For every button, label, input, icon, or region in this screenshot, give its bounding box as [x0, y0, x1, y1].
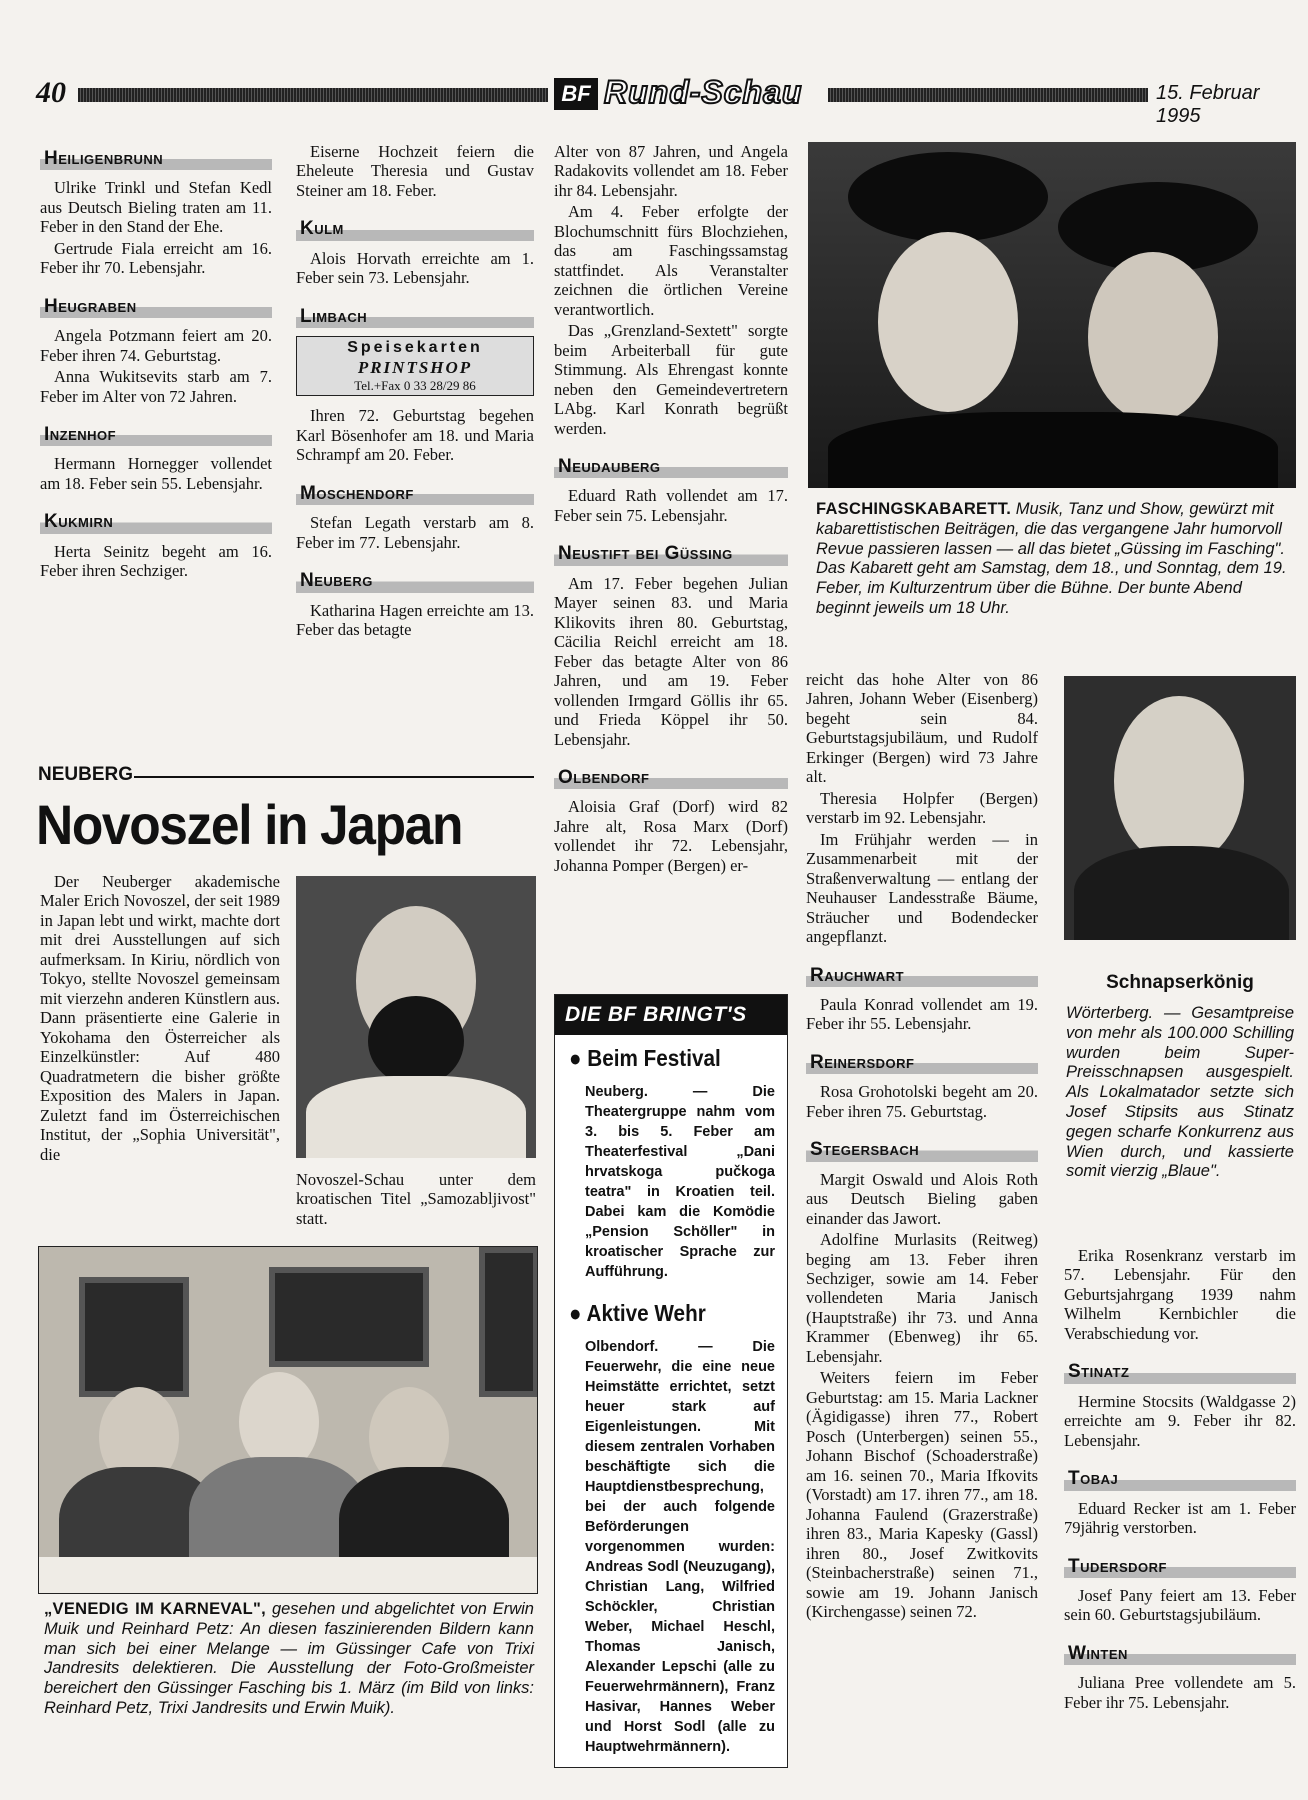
- column-5: [1064, 1246, 1296, 1714]
- paragraph: Am 4. Feber erfolgte der Blochumschnitt fürs Blochziehen, das am Faschingssamstag stattfindet. Als Veranstalter zeichnen die örtlichen Vereine verantwortlich.: [554, 202, 788, 319]
- kicker-rule: [134, 776, 534, 778]
- heading-winten: Winten: [1064, 1641, 1296, 1665]
- heading-neuberg: Neuberg: [296, 568, 534, 592]
- bullet-icon: ●: [569, 1045, 582, 1071]
- masthead: [36, 74, 1298, 127]
- heading-tobaj: Tobaj: [1064, 1466, 1296, 1490]
- heading-heugraben: Heugraben: [40, 294, 272, 318]
- bringts-item-1-title: [569, 1045, 754, 1072]
- novoszel-beard: [368, 996, 464, 1086]
- heading-inzenhof: Inzenhof: [40, 422, 272, 446]
- paragraph: Ulrike Trinkl und Stefan Kedl aus Deutsch Bieling traten am 11. Feber in den Stand der Ehe.: [40, 178, 272, 237]
- bringts-item-2-title: [569, 1300, 754, 1327]
- article-headline: Novoszel in Japan: [36, 793, 463, 856]
- heading-rauchwart: Rauchwart: [806, 963, 1038, 987]
- paragraph: Eduard Rath vollendet am 17. Feber sein 75. Lebensjahr.: [554, 486, 788, 525]
- paragraph: Hermine Stocsits (Waldgasse 2) erreichte am 9. Feber ihr 82. Lebensjahr.: [1064, 1391, 1296, 1450]
- column-4: [806, 670, 1038, 1623]
- heading-olbendorf: Olbendorf: [554, 765, 788, 789]
- faschingskabarett-caption: [816, 500, 1294, 619]
- column-2: [296, 142, 534, 642]
- bringts-item-2-text: Olbendorf. — Die Feuerwehr, die eine neue Heimstätte errichtet, setzt heuer stark auf Eigenleistungen. Mit diesem zentralen Vorhaben beschäftigte sich die Hauptdienstbesprechung, bei der auch folgende Beförderungen vorgenommen wurden: Andreas Sodl (Neuzugang), Christian Lang, Wilfried Schöckler, Christian Weber, Michael Heschl, Thomas Janisch, Alexander Lepschi (alle zu Feuerwehrmännern), Franz Hasivar, Hannes Weber und Horst Sodl (alle zu Hauptwehrmännern).: [585, 1339, 775, 1755]
- paragraph: Das „Grenzland-Sextett" sorgte beim Arbeiterball für gute Stimmung. Als Ehrengast konnte neben den Gemeindevertretern LAbg. Karl Konrath begrüßt werden.: [554, 321, 788, 438]
- paragraph: Katharina Hagen erreichte am 13. Feber das betagte: [296, 600, 534, 640]
- page-number: 40: [36, 76, 66, 109]
- wall-painting-3: [479, 1247, 538, 1397]
- heading-neustift: Neustift bei Güssing: [554, 541, 788, 565]
- heading-reinersdorf: Reinersdorf: [806, 1050, 1038, 1074]
- face-left: [878, 232, 1018, 412]
- novoszel-photo-caption: [296, 1170, 536, 1230]
- printshop-ad: [296, 336, 534, 396]
- article-body: [40, 872, 280, 1166]
- item-title: Beim Festival: [587, 1045, 721, 1071]
- heading-neudauberg: Neudauberg: [554, 454, 788, 478]
- heading-stegersbach: Stegersbach: [806, 1137, 1038, 1161]
- bf-bringts-box: [554, 994, 788, 1768]
- paragraph: Aloisia Graf (Dorf) wird 82 Jahre alt, Rosa Marx (Dorf) vollendet ihr 72. Lebensjahr, Johanna Pomper (Bergen) er-: [554, 797, 788, 875]
- paragraph: Der Neuberger akademische Maler Erich Novoszel, der seit 1989 in Japan lebt und wirkt, machte dort mit drei Ausstellungen auf sich aufmerksam. In Kiriu, nördlich von Tokyo, stellte Novoszel gemeinsam mit vierzehn anderen Künstlern aus. Dann präsentierte eine Galerie in Yokohama den Österreicher als Einzelkünstler: Auf 480 Quadratmetern die bisher größte Exposition des Malers in Japan. Zuletzt fand im Österreichischen Institut, der „Sophia Universität", die: [40, 872, 280, 1164]
- novoszel-jacket: [306, 1076, 526, 1158]
- man-jacket: [1074, 846, 1289, 940]
- man-head: [1114, 696, 1244, 866]
- paragraph: Am 17. Feber begehen Julian Mayer seinen 83. und Maria Klikovits ihren 80. Geburtstag, Cäcilia Reichl erreicht am 18. Feber das betagte Alter von 86 Jahren, und am 19. Feber vollenden Irmgard Göllis ihr 65. und Frieda Köppel ihr 50. Lebensjahr.: [554, 573, 788, 749]
- heading-kukmirn: Kukmirn: [40, 509, 272, 533]
- paragraph: Eiserne Hochzeit feiern die Eheleute Theresia und Gustav Steiner am 18. Feber.: [296, 142, 534, 200]
- article-kicker: NEUBERG: [38, 764, 134, 785]
- masthead-bar-right: [828, 88, 1148, 102]
- faschingskabarett-photo: [808, 142, 1296, 488]
- paragraph: Margit Oswald und Alois Roth aus Deutsch Bieling gaben einander das Jawort.: [806, 1169, 1038, 1228]
- caption-text: Musik, Tanz und Show, gewürzt mit kabarettistischen Beiträgen, die das vergangene Jahr humorvoll Revue passieren lassen — all das bietet „Güssing im Fasching". Das Kabarett geht am Samstag, dem 18., und Sonntag, dem 19. Feber, im Kulturzentrum über die Bühne. Der bunte Abend beginnt jeweils um 18 Uhr.: [816, 500, 1287, 617]
- paragraph: Novoszel-Schau unter dem kroatischen Titel „Samozabljivost" statt.: [296, 1170, 536, 1228]
- caption-title: „VENEDIG IM KARNEVAL",: [44, 1600, 267, 1618]
- paragraph: Theresia Holpfer (Bergen) verstarb im 92. Lebensjahr.: [806, 788, 1038, 828]
- heading-limbach: Limbach: [296, 304, 534, 328]
- hat-left: [848, 152, 1048, 242]
- column-1: [40, 146, 272, 583]
- bringts-header: DIE BF BRINGT'S: [555, 995, 787, 1035]
- paragraph: Anna Wukitsevits starb am 7. Feber im Alter von 72 Jahren.: [40, 367, 272, 406]
- caption-title: FASCHINGSKABARETT.: [816, 500, 1012, 518]
- issue-date: 15. Februar 1995: [1156, 82, 1260, 127]
- section-title: Rund-Schau: [604, 74, 803, 110]
- paragraph: Eduard Recker ist am 1. Feber 79jährig verstorben.: [1064, 1498, 1296, 1538]
- paragraph: Rosa Grohotolski begeht am 20. Feber ihren 75. Geburtstag.: [806, 1082, 1038, 1121]
- caption-text: gesehen und abgelichtet von Erwin Muik und Reinhard Petz: An diesen faszinierenden Bildern kann man sich bei einer Melange — im Güssinger Cafe von Trixi Jandresits delektieren. Die Ausstellung der Foto-Großmeister bereichert den Güssinger Fasching bis 1. März (im Bild von links: Reinhard Petz, Trixi Jandresits und Erwin Muik).: [44, 1600, 534, 1717]
- article-kicker-row: [38, 764, 536, 788]
- heading-stinatz: Stinatz: [1064, 1359, 1296, 1383]
- shoulders: [828, 412, 1278, 488]
- paragraph: Angela Potzmann feiert am 20. Feber ihren 74. Geburtstag.: [40, 326, 272, 365]
- paragraph: Juliana Pree vollendete am 5. Feber ihr 75. Lebensjahr.: [1064, 1673, 1296, 1712]
- paragraph: Herta Seinitz begeht am 16. Feber ihren Sechziger.: [40, 541, 272, 581]
- paragraph: Erika Rosenkranz verstarb im 57. Lebensjahr. Für den Geburtsjahrgang 1939 nahm Wilhelm Kernbichler die Verabschiedung vor.: [1064, 1246, 1296, 1343]
- paragraph: Weiters feiern im Feber Geburtstag: am 15. Maria Lackner (Ägidigasse) ihren 77., Robert Posch (Unterbergen) seinen 55., Johann Bischof (Schoaderstraße) am 16. seinen 70., Maria Ifkovits (Vorstadt) am 17. ihren 77., am 18. Johanna Faulend (Grazerstraße) ihren 83., Maria Kapesky (Gassl) ihren 80., Josef Zwitkovits (Steinbacherstraße) seinen 71., sowie am 19. Johann Janisch (Kirchengasse) seinen 72.: [806, 1368, 1038, 1621]
- bringts-item-1-text: Neuberg. — Die Theatergruppe nahm vom 3. bis 5. Feber am Theaterfestival „Dani hrvatskoga pučkoga teatra" in Kroatien teil. Dabei kam die Komödie „Pension Schöller" in kroatischer Sprache zur Aufführung.: [585, 1084, 775, 1280]
- paragraph: Ihren 72. Geburtstag begehen Karl Bösenhofer am 18. und Maria Schrampf am 20. Feber.: [296, 406, 534, 465]
- schnapserkoenig-photo: [1064, 676, 1296, 940]
- heading-moschendorf: Moschendorf: [296, 481, 534, 505]
- venedig-photo: [38, 1246, 538, 1594]
- ad-line-1: Speisekarten: [347, 339, 483, 357]
- cafe-table: [39, 1557, 538, 1594]
- bullet-icon: ●: [569, 1300, 582, 1326]
- bringts-content: [555, 1035, 787, 1757]
- masthead-bar-left: [78, 88, 548, 102]
- paragraph: Josef Pany feiert am 13. Feber sein 60. Geburtstagsjubiläum.: [1064, 1585, 1296, 1625]
- heading-kulm: Kulm: [296, 216, 534, 240]
- paragraph: Im Frühjahr werden — in Zusammenarbeit mit der Straßenverwaltung — entlang der Neuhauser Landesstraße Bäume, Sträucher und Bodendecker angepflanzt.: [806, 829, 1038, 947]
- wall-painting-1: [79, 1277, 189, 1397]
- ad-line-2: PRINTSHOP: [357, 358, 473, 378]
- novoszel-photo: [296, 876, 536, 1158]
- paragraph: Stefan Legath verstarb am 8. Feber im 77. Lebensjahr.: [296, 513, 534, 552]
- paragraph: Gertrude Fiala erreicht am 16. Feber ihr 70. Lebensjahr.: [40, 238, 272, 278]
- face-right: [1088, 252, 1218, 422]
- heading-tudersdorf: Tudersdorf: [1064, 1554, 1296, 1578]
- paragraph: Hermann Hornegger vollendet am 18. Feber sein 55. Lebensjahr.: [40, 454, 272, 493]
- bf-logo: BF: [554, 78, 598, 110]
- paragraph: reicht das hohe Alter von 86 Jahren, Johann Weber (Eisenberg) begeht sein 84. Geburtstagsjubiläum, und Rudolf Erkinger (Bergen) wird 73 Jahre alt.: [806, 670, 1038, 787]
- heading-heiligenbrunn: Heiligenbrunn: [40, 146, 272, 170]
- wall-painting-2: [269, 1267, 429, 1367]
- schnaps-title: Schnapserkönig: [1106, 972, 1254, 993]
- ad-line-3: Tel.+Fax 0 33 28/29 86: [354, 378, 476, 394]
- schnaps-text: Wörterberg. — Gesamtpreise von mehr als 100.000 Schilling wurden beim Super-Preisschnapsen ausgespielt. Als Lokalmatador setzte sich Josef Stipsits aus Stinatz gegen scharfe Konkurrenz aus Wien durch, und kassierte somit vierzig „Blaue".: [1066, 1004, 1294, 1181]
- paragraph: Paula Konrad vollendet am 19. Feber ihr 55. Lebensjahr.: [806, 994, 1038, 1034]
- item-title: Aktive Wehr: [586, 1300, 706, 1326]
- paragraph: Alois Horvath erreichte am 1. Feber sein 73. Lebensjahr.: [296, 248, 534, 288]
- paragraph: Alter von 87 Jahren, und Angela Radakovits vollendet am 18. Feber ihr 84. Lebensjahr.: [554, 142, 788, 200]
- venedig-caption: [44, 1600, 534, 1719]
- column-3: [554, 142, 788, 877]
- paragraph: Adolfine Murlasits (Reitweg) beging am 13. Feber ihren Sechziger, sowie am 14. Feber vollendeten Maria Janisch (Hauptstraße) ihr 73. und Anna Krammer (Ebenweg) ihr 65. Lebensjahr.: [806, 1230, 1038, 1366]
